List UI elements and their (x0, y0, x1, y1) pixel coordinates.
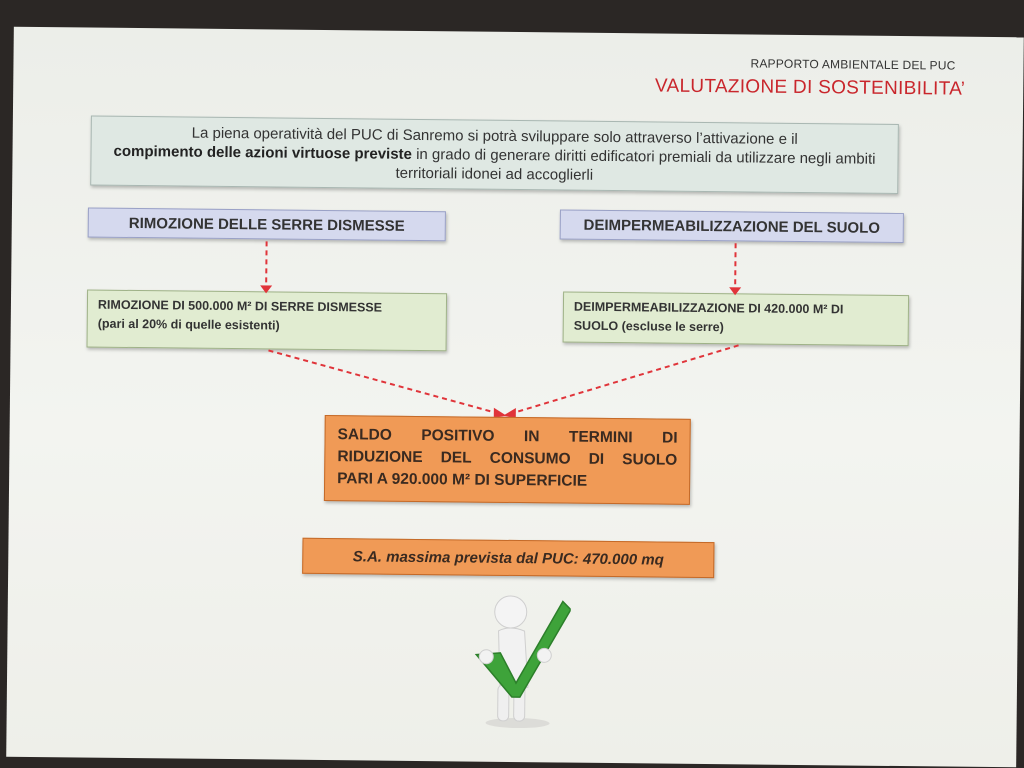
result-word: DEL (440, 449, 472, 467)
report-subtitle: RAPPORTO AMBIENTALE DEL PUC (750, 56, 956, 73)
result-word: SUOLO (622, 451, 678, 469)
result-word: CONSUMO (489, 449, 571, 468)
result-word: SALDO (337, 426, 392, 444)
result-box (324, 415, 691, 505)
left-detail-line1: RIMOZIONE DI 500.000 M² DI SERRE DISMESSE (97, 297, 383, 315)
intro-text-bold: compimento delle azioni virtuose previste (113, 142, 413, 163)
right-detail-line2: SUOLO (escluse le serre) (573, 318, 724, 335)
intro-text-box (90, 116, 899, 194)
result-word: IN (523, 428, 540, 446)
slide-title: VALUTAZIONE DI SOSTENIBILITA’ (654, 75, 966, 100)
sa-box (302, 538, 714, 578)
left-heading-box (88, 208, 446, 242)
intro-text-2: in grado di generare diritti edificatori premiali da utilizzare negli ambiti territoriali idonei ad accoglierli (395, 145, 876, 184)
result-line3: PARI A 920.000 M² DI SUPERFICIE (337, 470, 588, 490)
right-detail-box (563, 291, 910, 346)
arrow-right-merge (510, 343, 739, 416)
person-with-checkmark-icon (470, 595, 571, 731)
left-heading: RIMOZIONE DELLE SERRE DISMESSE (128, 214, 405, 235)
result-word: RIDUZIONE (337, 448, 423, 467)
right-heading: DEIMPERMEABILIZZAZIONE DEL SUOLO (583, 216, 881, 237)
right-heading-box (560, 209, 904, 243)
result-word: DI (588, 450, 605, 468)
presentation-slide (6, 27, 1024, 768)
left-detail-line2: (pari al 20% di quelle esistenti) (97, 316, 280, 333)
right-detail-line1: DEIMPERMEABILIZZAZIONE DI 420.000 M² DI (573, 299, 844, 317)
result-word: POSITIVO (421, 427, 495, 445)
result-word: DI (661, 429, 678, 447)
left-detail-box (86, 290, 447, 352)
sa-label: S.A. massima prevista dal PUC: 470.000 mq (352, 547, 664, 569)
arrow-left-merge (268, 350, 501, 413)
result-word: TERMINI (568, 428, 633, 447)
intro-text-1: La piena operatività del PUC di Sanremo si potrà sviluppare solo attraverso l’attivazione e il (191, 124, 798, 148)
